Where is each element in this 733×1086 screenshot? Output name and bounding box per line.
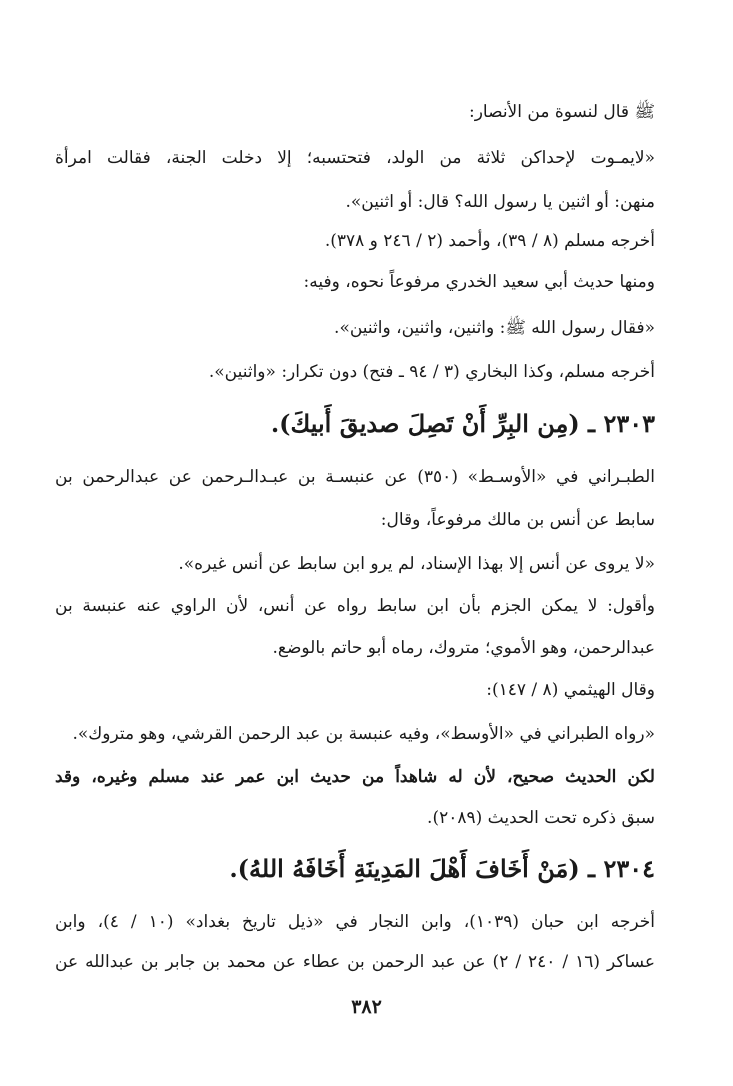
text-line: أخرجه مسلم، وكذا البخاري (٣ / ٩٤ ـ فتح) دون تكرار: «واثنين».	[208, 362, 655, 382]
text-line: سابط عن أنس بن مالك مرفوعاً، وقال:	[380, 510, 655, 530]
text-line: وقال الهيثمي (٨ / ١٤٧):	[486, 680, 655, 700]
text-line: منهن: أو اثنين يا رسول الله؟ قال: أو اثنين».	[345, 192, 655, 212]
page-number: ٣٨٢	[351, 996, 382, 1018]
text-line: «لايمـوت لإحداكن ثلاثة من الولد، فتحتسبه؛ إلا دخلت الجنة، فقالت امرأة	[55, 148, 655, 168]
text-line: عساكر (١٦ / ٢٤٠ / ٢) عن عبد الرحمن بن عطاء عن محمد بن جابر بن عبدالله عن	[55, 952, 655, 972]
hadith-heading-2303: ٢٣٠٣ ـ (مِن البِرِّ أَنْ تَصِلَ صديقَ أَبيكَ).	[270, 409, 655, 438]
text-line: عبدالرحمن، وهو الأموي؛ متروك، رماه أبو حاتم بالوضع.	[272, 638, 655, 658]
text-line: الطبـراني في «الأوسـط» (٣٥٠) عن عنبسـة بن عبـدالـرحمن عن عبدالرحمن بن	[55, 467, 655, 487]
text-line: ومنها حديث أبي سعيد الخدري مرفوعاً نحوه، وفيه:	[303, 272, 655, 292]
text-line: «فقال رسول الله ﷺ: واثنين، واثنين، واثنين».	[334, 318, 655, 338]
hadith-heading-2304: ٢٣٠٤ ـ (مَنْ أَخَافَ أَهْلَ المَدِينَةِ أَخَافَهُ اللهُ).	[229, 854, 655, 883]
text-line: «لا يروى عن أنس إلا بهذا الإسناد، لم يرو ابن سابط عن أنس غيره».	[178, 554, 655, 574]
text-line: «رواه الطبراني في «الأوسط»، وفيه عنبسة بن عبد الرحمن القرشي، وهو متروك».	[72, 724, 655, 744]
text-line: ﷺ قال لنسوة من الأنصار:	[468, 102, 655, 122]
text-line: لكن الحديث صحيح، لأن له شاهداً من حديث ابن عمر عند مسلم وغيره، وقد	[55, 767, 655, 787]
text-line: أخرجه مسلم (٨ / ٣٩)، وأحمد (٢ / ٢٤٦ و ٣٧٨).	[324, 231, 655, 251]
text-line: سبق ذكره تحت الحديث (٢٠٨٩).	[427, 808, 655, 828]
text-line: أخرجه ابن حبان (١٠٣٩)، وابن النجار في «ذيل تاريخ بغداد» (١٠ / ٤)، وابن	[55, 912, 655, 932]
text-line: وأقول: لا يمكن الجزم بأن ابن سابط رواه عن أنس، لأن الراوي عنه عنبسة بن	[55, 596, 655, 616]
